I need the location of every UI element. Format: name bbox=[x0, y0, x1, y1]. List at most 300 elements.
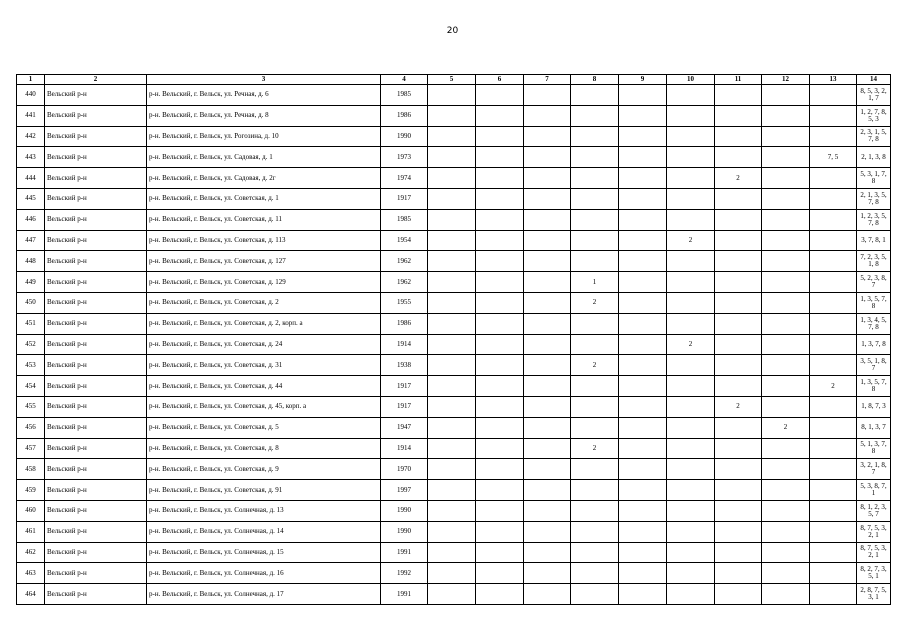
col-6-cell bbox=[476, 85, 524, 106]
col-7-cell bbox=[524, 500, 571, 521]
col-12-cell bbox=[762, 500, 810, 521]
col-6-cell bbox=[476, 251, 524, 272]
col-11-cell: 2 bbox=[715, 168, 762, 189]
col-6-cell bbox=[476, 480, 524, 501]
col-8-cell bbox=[571, 376, 619, 397]
col-9-cell bbox=[619, 542, 667, 563]
year-cell: 1997 bbox=[381, 480, 428, 501]
column-header-9: 9 bbox=[619, 75, 667, 85]
col-13-cell bbox=[810, 500, 857, 521]
col-8-cell bbox=[571, 417, 619, 438]
col-14-cell: 8, 7, 5, 3, 2, 1 bbox=[857, 521, 891, 542]
year-cell: 1991 bbox=[381, 584, 428, 605]
table-row bbox=[17, 230, 891, 251]
district-cell: Вельский р-н bbox=[45, 584, 147, 605]
col-6-cell bbox=[476, 459, 524, 480]
year-cell: 1986 bbox=[381, 105, 428, 126]
col-12-cell bbox=[762, 334, 810, 355]
col-8-cell bbox=[571, 521, 619, 542]
district-cell: Вельский р-н bbox=[45, 251, 147, 272]
col-5-cell bbox=[428, 334, 476, 355]
col-13-cell bbox=[810, 188, 857, 209]
table-row bbox=[17, 85, 891, 106]
col-5-cell bbox=[428, 459, 476, 480]
col-7-cell bbox=[524, 85, 571, 106]
col-5-cell bbox=[428, 542, 476, 563]
col-7-cell bbox=[524, 459, 571, 480]
col-12-cell bbox=[762, 188, 810, 209]
col-10-cell bbox=[667, 85, 715, 106]
col-9-cell bbox=[619, 230, 667, 251]
col-13-cell bbox=[810, 292, 857, 313]
col-12-cell bbox=[762, 105, 810, 126]
col-9-cell bbox=[619, 209, 667, 230]
col-7-cell bbox=[524, 188, 571, 209]
col-11-cell bbox=[715, 376, 762, 397]
year-cell: 1947 bbox=[381, 417, 428, 438]
col-12-cell bbox=[762, 126, 810, 147]
col-10-cell bbox=[667, 396, 715, 417]
district-cell: Вельский р-н bbox=[45, 126, 147, 147]
year-cell: 1986 bbox=[381, 313, 428, 334]
col-7-cell bbox=[524, 147, 571, 168]
col-10-cell bbox=[667, 355, 715, 376]
table-row bbox=[17, 459, 891, 480]
col-5-cell bbox=[428, 396, 476, 417]
col-10-cell bbox=[667, 168, 715, 189]
column-header-10: 10 bbox=[667, 75, 715, 85]
row-number-cell: 453 bbox=[17, 355, 45, 376]
col-9-cell bbox=[619, 85, 667, 106]
col-14-cell: 2, 3, 1, 5, 7, 8 bbox=[857, 126, 891, 147]
col-14-cell: 3, 2, 1, 8, 7 bbox=[857, 459, 891, 480]
col-13-cell bbox=[810, 209, 857, 230]
table-row bbox=[17, 313, 891, 334]
table-row bbox=[17, 147, 891, 168]
col-6-cell bbox=[476, 355, 524, 376]
col-9-cell bbox=[619, 168, 667, 189]
col-12-cell bbox=[762, 209, 810, 230]
col-7-cell bbox=[524, 292, 571, 313]
col-6-cell bbox=[476, 396, 524, 417]
col-13-cell bbox=[810, 438, 857, 459]
col-13-cell bbox=[810, 417, 857, 438]
row-number-cell: 464 bbox=[17, 584, 45, 605]
col-5-cell bbox=[428, 521, 476, 542]
col-14-cell: 1, 2, 7, 8, 5, 3 bbox=[857, 105, 891, 126]
district-cell: Вельский р-н bbox=[45, 521, 147, 542]
col-7-cell bbox=[524, 126, 571, 147]
col-14-cell: 3, 7, 8, 1 bbox=[857, 230, 891, 251]
column-header-11: 11 bbox=[715, 75, 762, 85]
col-8-cell: 2 bbox=[571, 355, 619, 376]
col-10-cell bbox=[667, 105, 715, 126]
col-5-cell bbox=[428, 292, 476, 313]
col-6-cell bbox=[476, 313, 524, 334]
table-body bbox=[17, 85, 891, 605]
col-14-cell: 5, 2, 3, 8, 7 bbox=[857, 272, 891, 293]
col-5-cell bbox=[428, 105, 476, 126]
col-12-cell bbox=[762, 230, 810, 251]
address-cell: р-н. Вельский, г. Вельск, ул. Речная, д. 8 bbox=[147, 105, 381, 126]
district-cell: Вельский р-н bbox=[45, 313, 147, 334]
year-cell: 1970 bbox=[381, 459, 428, 480]
col-7-cell bbox=[524, 584, 571, 605]
col-14-cell: 8, 5, 3, 2, 1, 7 bbox=[857, 85, 891, 106]
col-11-cell bbox=[715, 355, 762, 376]
col-6-cell bbox=[476, 272, 524, 293]
col-12-cell bbox=[762, 85, 810, 106]
row-number-cell: 457 bbox=[17, 438, 45, 459]
col-6-cell bbox=[476, 230, 524, 251]
col-8-cell bbox=[571, 480, 619, 501]
col-11-cell bbox=[715, 85, 762, 106]
col-13-cell bbox=[810, 251, 857, 272]
col-12-cell: 2 bbox=[762, 417, 810, 438]
year-cell: 1990 bbox=[381, 521, 428, 542]
col-8-cell bbox=[571, 126, 619, 147]
col-12-cell bbox=[762, 563, 810, 584]
district-cell: Вельский р-н bbox=[45, 417, 147, 438]
col-14-cell: 8, 2, 7, 3, 5, 1 bbox=[857, 563, 891, 584]
row-number-cell: 463 bbox=[17, 563, 45, 584]
year-cell: 1962 bbox=[381, 272, 428, 293]
col-12-cell bbox=[762, 584, 810, 605]
col-11-cell bbox=[715, 230, 762, 251]
row-number-cell: 441 bbox=[17, 105, 45, 126]
col-14-cell: 1, 3, 4, 5, 7, 8 bbox=[857, 313, 891, 334]
table-row bbox=[17, 168, 891, 189]
col-8-cell bbox=[571, 85, 619, 106]
col-13-cell bbox=[810, 542, 857, 563]
col-10-cell bbox=[667, 563, 715, 584]
col-14-cell: 5, 3, 1, 7, 8 bbox=[857, 168, 891, 189]
col-6-cell bbox=[476, 292, 524, 313]
column-header-7: 7 bbox=[524, 75, 571, 85]
year-cell: 1917 bbox=[381, 188, 428, 209]
district-cell: Вельский р-н bbox=[45, 376, 147, 397]
table-row bbox=[17, 584, 891, 605]
district-cell: Вельский р-н bbox=[45, 459, 147, 480]
district-cell: Вельский р-н bbox=[45, 542, 147, 563]
col-6-cell bbox=[476, 334, 524, 355]
address-cell: р-н. Вельский, г. Вельск, ул. Советская, д. 91 bbox=[147, 480, 381, 501]
district-cell: Вельский р-н bbox=[45, 480, 147, 501]
col-14-cell: 1, 3, 5, 7, 8 bbox=[857, 376, 891, 397]
col-11-cell bbox=[715, 188, 762, 209]
col-7-cell bbox=[524, 355, 571, 376]
table-row bbox=[17, 417, 891, 438]
year-cell: 1974 bbox=[381, 168, 428, 189]
col-6-cell bbox=[476, 376, 524, 397]
row-number-cell: 450 bbox=[17, 292, 45, 313]
col-13-cell bbox=[810, 85, 857, 106]
district-cell: Вельский р-н bbox=[45, 105, 147, 126]
col-7-cell bbox=[524, 438, 571, 459]
address-cell: р-н. Вельский, г. Вельск, ул. Советская, д. 2, корп. а bbox=[147, 313, 381, 334]
district-cell: Вельский р-н bbox=[45, 438, 147, 459]
col-11-cell bbox=[715, 126, 762, 147]
col-12-cell bbox=[762, 272, 810, 293]
row-number-cell: 456 bbox=[17, 417, 45, 438]
col-7-cell bbox=[524, 542, 571, 563]
column-header-12: 12 bbox=[762, 75, 810, 85]
col-12-cell bbox=[762, 292, 810, 313]
address-cell: р-н. Вельский, г. Вельск, ул. Садовая, д. 1 bbox=[147, 147, 381, 168]
col-8-cell bbox=[571, 459, 619, 480]
address-cell: р-н. Вельский, г. Вельск, ул. Солнечная, д. 14 bbox=[147, 521, 381, 542]
col-13-cell bbox=[810, 396, 857, 417]
table-row bbox=[17, 209, 891, 230]
address-cell: р-н. Вельский, г. Вельск, ул. Рогозина, д. 10 bbox=[147, 126, 381, 147]
col-5-cell bbox=[428, 480, 476, 501]
col-9-cell bbox=[619, 376, 667, 397]
col-10-cell bbox=[667, 292, 715, 313]
col-10-cell bbox=[667, 147, 715, 168]
col-10-cell bbox=[667, 500, 715, 521]
col-10-cell bbox=[667, 313, 715, 334]
col-13-cell bbox=[810, 584, 857, 605]
address-cell: р-н. Вельский, г. Вельск, ул. Советская, д. 5 bbox=[147, 417, 381, 438]
col-8-cell: 2 bbox=[571, 438, 619, 459]
column-header-5: 5 bbox=[428, 75, 476, 85]
col-5-cell bbox=[428, 355, 476, 376]
row-number-cell: 444 bbox=[17, 168, 45, 189]
col-8-cell: 1 bbox=[571, 272, 619, 293]
table-row bbox=[17, 272, 891, 293]
address-cell: р-н. Вельский, г. Вельск, ул. Советская, д. 24 bbox=[147, 334, 381, 355]
table-row bbox=[17, 188, 891, 209]
table-row bbox=[17, 563, 891, 584]
header-row bbox=[17, 75, 891, 85]
col-13-cell bbox=[810, 334, 857, 355]
col-8-cell bbox=[571, 105, 619, 126]
col-11-cell bbox=[715, 105, 762, 126]
col-9-cell bbox=[619, 396, 667, 417]
col-10-cell bbox=[667, 417, 715, 438]
col-5-cell bbox=[428, 417, 476, 438]
col-11-cell bbox=[715, 147, 762, 168]
col-8-cell bbox=[571, 500, 619, 521]
address-cell: р-н. Вельский, г. Вельск, ул. Советская, д. 127 bbox=[147, 251, 381, 272]
col-6-cell bbox=[476, 126, 524, 147]
col-6-cell bbox=[476, 417, 524, 438]
row-number-cell: 460 bbox=[17, 500, 45, 521]
column-header-6: 6 bbox=[476, 75, 524, 85]
district-cell: Вельский р-н bbox=[45, 292, 147, 313]
table-row bbox=[17, 500, 891, 521]
col-7-cell bbox=[524, 230, 571, 251]
table-row bbox=[17, 355, 891, 376]
col-9-cell bbox=[619, 438, 667, 459]
col-8-cell bbox=[571, 542, 619, 563]
col-5-cell bbox=[428, 376, 476, 397]
address-cell: р-н. Вельский, г. Вельск, ул. Солнечная, д. 15 bbox=[147, 542, 381, 563]
col-12-cell bbox=[762, 147, 810, 168]
column-header-8: 8 bbox=[571, 75, 619, 85]
col-14-cell: 7, 2, 3, 5, 1, 8 bbox=[857, 251, 891, 272]
col-5-cell bbox=[428, 230, 476, 251]
col-7-cell bbox=[524, 480, 571, 501]
col-14-cell: 8, 1, 2, 3, 5, 7 bbox=[857, 500, 891, 521]
district-cell: Вельский р-н bbox=[45, 355, 147, 376]
col-13-cell bbox=[810, 126, 857, 147]
col-10-cell bbox=[667, 459, 715, 480]
col-6-cell bbox=[476, 521, 524, 542]
col-10-cell bbox=[667, 480, 715, 501]
col-14-cell: 2, 1, 3, 8 bbox=[857, 147, 891, 168]
col-8-cell bbox=[571, 168, 619, 189]
district-cell: Вельский р-н bbox=[45, 334, 147, 355]
col-11-cell bbox=[715, 563, 762, 584]
col-5-cell bbox=[428, 563, 476, 584]
year-cell: 1991 bbox=[381, 542, 428, 563]
col-14-cell: 2, 8, 7, 5, 3, 1 bbox=[857, 584, 891, 605]
year-cell: 1962 bbox=[381, 251, 428, 272]
col-11-cell bbox=[715, 542, 762, 563]
col-9-cell bbox=[619, 292, 667, 313]
col-8-cell bbox=[571, 209, 619, 230]
col-7-cell bbox=[524, 272, 571, 293]
table-row bbox=[17, 480, 891, 501]
col-11-cell bbox=[715, 313, 762, 334]
col-11-cell bbox=[715, 500, 762, 521]
col-9-cell bbox=[619, 188, 667, 209]
col-11-cell bbox=[715, 209, 762, 230]
col-13-cell bbox=[810, 105, 857, 126]
col-12-cell bbox=[762, 168, 810, 189]
col-13-cell: 2 bbox=[810, 376, 857, 397]
col-12-cell bbox=[762, 251, 810, 272]
address-cell: р-н. Вельский, г. Вельск, ул. Советская, д. 129 bbox=[147, 272, 381, 293]
table-row bbox=[17, 396, 891, 417]
row-number-cell: 449 bbox=[17, 272, 45, 293]
col-10-cell bbox=[667, 188, 715, 209]
col-9-cell bbox=[619, 521, 667, 542]
address-cell: р-н. Вельский, г. Вельск, ул. Речная, д. 6 bbox=[147, 85, 381, 106]
row-number-cell: 461 bbox=[17, 521, 45, 542]
col-12-cell bbox=[762, 521, 810, 542]
row-number-cell: 451 bbox=[17, 313, 45, 334]
col-10-cell bbox=[667, 209, 715, 230]
page-number: 20 bbox=[446, 26, 459, 36]
address-cell: р-н. Вельский, г. Вельск, ул. Садовая, д. 2г bbox=[147, 168, 381, 189]
table-row bbox=[17, 542, 891, 563]
col-13-cell bbox=[810, 459, 857, 480]
district-cell: Вельский р-н bbox=[45, 396, 147, 417]
row-number-cell: 455 bbox=[17, 396, 45, 417]
col-13-cell bbox=[810, 480, 857, 501]
row-number-cell: 462 bbox=[17, 542, 45, 563]
row-number-cell: 458 bbox=[17, 459, 45, 480]
district-cell: Вельский р-н bbox=[45, 272, 147, 293]
col-9-cell bbox=[619, 272, 667, 293]
col-8-cell bbox=[571, 251, 619, 272]
col-8-cell bbox=[571, 396, 619, 417]
col-5-cell bbox=[428, 168, 476, 189]
year-cell: 1955 bbox=[381, 292, 428, 313]
col-13-cell bbox=[810, 355, 857, 376]
year-cell: 1954 bbox=[381, 230, 428, 251]
col-9-cell bbox=[619, 584, 667, 605]
col-6-cell bbox=[476, 500, 524, 521]
col-5-cell bbox=[428, 251, 476, 272]
col-5-cell bbox=[428, 272, 476, 293]
year-cell: 1985 bbox=[381, 85, 428, 106]
col-12-cell bbox=[762, 480, 810, 501]
col-10-cell bbox=[667, 521, 715, 542]
col-12-cell bbox=[762, 459, 810, 480]
col-14-cell: 1, 2, 3, 5, 7, 8 bbox=[857, 209, 891, 230]
col-9-cell bbox=[619, 563, 667, 584]
col-8-cell bbox=[571, 147, 619, 168]
col-10-cell bbox=[667, 438, 715, 459]
col-11-cell bbox=[715, 334, 762, 355]
col-12-cell bbox=[762, 396, 810, 417]
col-9-cell bbox=[619, 251, 667, 272]
col-8-cell bbox=[571, 188, 619, 209]
col-6-cell bbox=[476, 542, 524, 563]
col-8-cell bbox=[571, 563, 619, 584]
col-9-cell bbox=[619, 500, 667, 521]
column-header-2: 2 bbox=[45, 75, 147, 85]
col-11-cell bbox=[715, 521, 762, 542]
address-cell: р-н. Вельский, г. Вельск, ул. Советская, д. 9 bbox=[147, 459, 381, 480]
col-13-cell: 7, 5 bbox=[810, 147, 857, 168]
row-number-cell: 440 bbox=[17, 85, 45, 106]
col-11-cell bbox=[715, 480, 762, 501]
col-7-cell bbox=[524, 376, 571, 397]
col-10-cell bbox=[667, 251, 715, 272]
year-cell: 1990 bbox=[381, 500, 428, 521]
col-6-cell bbox=[476, 188, 524, 209]
col-5-cell bbox=[428, 147, 476, 168]
col-10-cell: 2 bbox=[667, 334, 715, 355]
row-number-cell: 442 bbox=[17, 126, 45, 147]
col-12-cell bbox=[762, 438, 810, 459]
address-cell: р-н. Вельский, г. Вельск, ул. Советская, д. 2 bbox=[147, 292, 381, 313]
row-number-cell: 452 bbox=[17, 334, 45, 355]
col-10-cell bbox=[667, 376, 715, 397]
col-11-cell bbox=[715, 584, 762, 605]
col-13-cell bbox=[810, 521, 857, 542]
table-row bbox=[17, 334, 891, 355]
table-row bbox=[17, 376, 891, 397]
col-13-cell bbox=[810, 313, 857, 334]
col-11-cell bbox=[715, 417, 762, 438]
col-5-cell bbox=[428, 500, 476, 521]
col-7-cell bbox=[524, 521, 571, 542]
row-number-cell: 445 bbox=[17, 188, 45, 209]
col-12-cell bbox=[762, 376, 810, 397]
col-6-cell bbox=[476, 168, 524, 189]
col-7-cell bbox=[524, 313, 571, 334]
address-cell: р-н. Вельский, г. Вельск, ул. Советская, д. 1 bbox=[147, 188, 381, 209]
column-header-14: 14 bbox=[857, 75, 891, 85]
year-cell: 1914 bbox=[381, 334, 428, 355]
col-9-cell bbox=[619, 459, 667, 480]
district-cell: Вельский р-н bbox=[45, 500, 147, 521]
year-cell: 1917 bbox=[381, 376, 428, 397]
district-cell: Вельский р-н bbox=[45, 230, 147, 251]
col-12-cell bbox=[762, 542, 810, 563]
col-6-cell bbox=[476, 438, 524, 459]
row-number-cell: 443 bbox=[17, 147, 45, 168]
row-number-cell: 446 bbox=[17, 209, 45, 230]
district-cell: Вельский р-н bbox=[45, 85, 147, 106]
col-6-cell bbox=[476, 147, 524, 168]
address-cell: р-н. Вельский, г. Вельск, ул. Советская, д. 44 bbox=[147, 376, 381, 397]
